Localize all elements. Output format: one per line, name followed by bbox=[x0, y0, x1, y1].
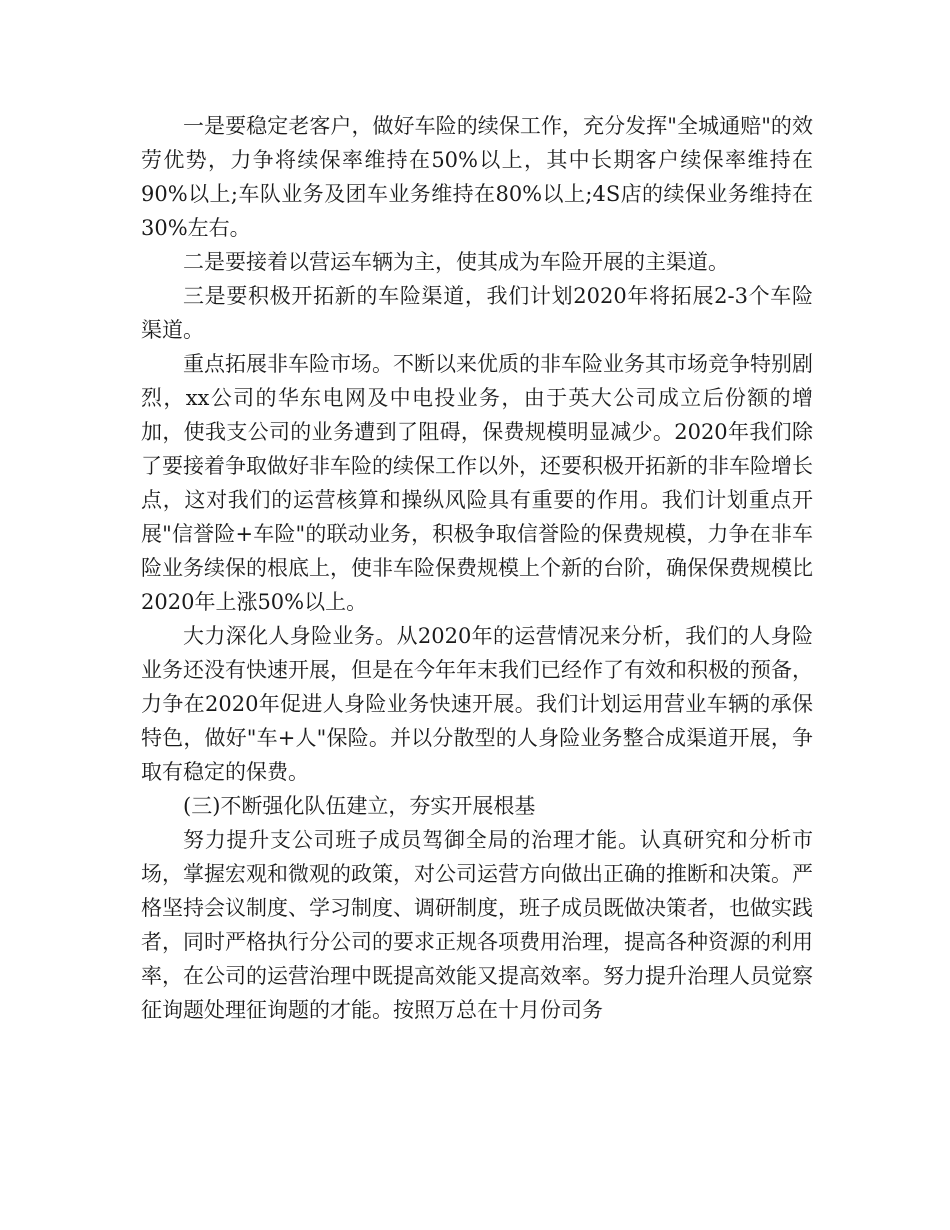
paragraph-non-auto-market: 重点拓展非车险市场。不断以来优质的非车险业务其市场竞争特别剧烈，xx公司的华东电网及中电投业务，由于英大公司成立后份额的增加，使我支公司的业务遭到了阻碍，保费规模明显减少。2020年我们除了要接着争取做好非车险的续保工作以外，还要积极开拓新的非车险增长点，这对我们的运营核算和操纵风险具有重要的作用。我们计划重点开展"信誉险+车险"的联动业务，积极争取信誉险的保费规模，力争在非车险业务续保的根底上，使非车险保费规模上个新的台阶，确保保费规模比2020年上涨50%以上。 bbox=[141, 352, 813, 614]
paragraph-new-channels: 三是要积极开拓新的车险渠道，我们计划2020年将拓展2-3个车险渠道。 bbox=[141, 284, 813, 342]
section-heading-team-building: (三)不断强化队伍建立，夯实开展根基 bbox=[183, 794, 536, 818]
paragraph-life-insurance: 大力深化人身险业务。从2020年的运营情况来分析，我们的人身险业务还没有快速开展，但是在今年年末我们已经作了有效和积极的预备，力争在2020年促进人身险业务快速开展。我们计划运用营业车辆的承保特色，做好"车+人"保险。并以分散型的人身险业务整合成渠道开展，争取有稳定的保费。 bbox=[141, 624, 813, 784]
paragraph-renewal-goals: 一是要稳定老客户，做好车险的续保工作，充分发挥"全城通赔"的效劳优势，力争将续保率维持在50%以上，其中长期客户续保率维持在90%以上;车队业务及团车业务维持在80%以上;4S店的续保业务维持在30%左右。 bbox=[141, 114, 813, 240]
paragraph-management-ability: 努力提升支公司班子成员驾御全局的治理才能。认真研究和分析市场，掌握宏观和微观的政策，对公司运营方向做出正确的推断和决策。严格坚持会议制度、学习制度、调研制度，班子成员既做决策者，也做实践者，同时严格执行分公司的要求正规各项费用治理，提高各种资源的利用率，在公司的运营治理中既提高效能又提高效率。努力提升治理人员觉察征询题处理征询题的才能。按照万总在十月份司务 bbox=[141, 828, 813, 1022]
document-body bbox=[141, 109, 813, 1027]
paragraph-operating-vehicles: 二是要接着以营运车辆为主，使其成为车险开展的主渠道。 bbox=[183, 250, 729, 274]
